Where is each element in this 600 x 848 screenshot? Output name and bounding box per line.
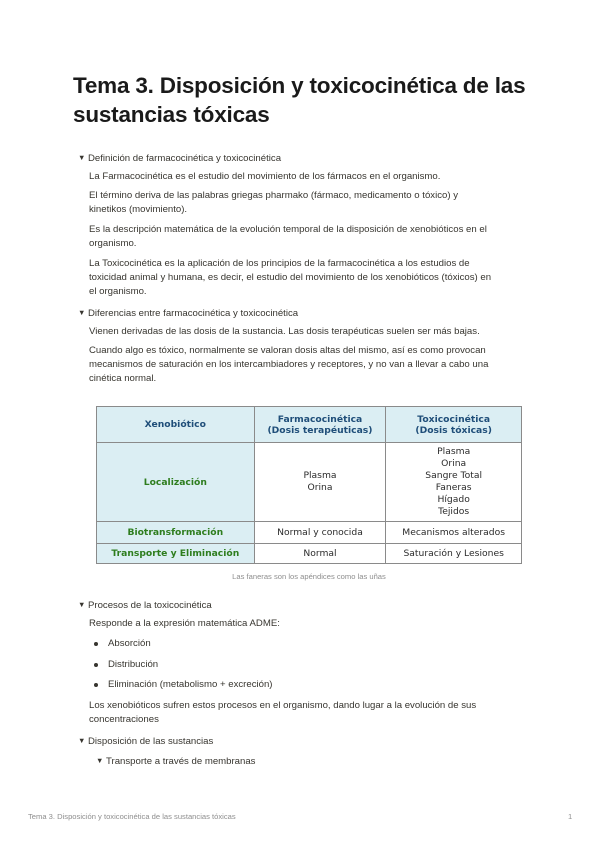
triangle-down-icon[interactable]: ▼	[78, 308, 86, 317]
header-label: Farmacocinética	[277, 413, 363, 425]
table-row	[97, 443, 522, 522]
header-sublabel: (Dosis terapéuticas)	[267, 424, 373, 436]
triangle-down-icon[interactable]: ▼	[96, 756, 104, 765]
page-number: 1	[568, 812, 573, 821]
table-cell: Normal	[254, 544, 386, 564]
cell-line: Faneras	[435, 482, 472, 493]
cell-line: Orina	[441, 458, 467, 469]
paragraph: Es la descripción matemática de la evolución temporal de la disposición de xenobióticos en el	[89, 224, 487, 235]
header-label: Xenobiótico	[144, 419, 206, 430]
list-item: Absorción	[108, 638, 151, 649]
comparison-table	[96, 406, 522, 564]
paragraph: El término deriva de las palabras griegas pharmako (fármaco, medicamento o tóxico) y	[89, 190, 458, 201]
triangle-down-icon[interactable]: ▼	[78, 600, 86, 609]
paragraph: La Farmacocinética es el estudio del movimiento de los fármacos en el organismo.	[89, 171, 441, 182]
bullet-dot-icon	[94, 663, 98, 667]
triangle-down-icon[interactable]: ▼	[78, 153, 86, 162]
footer-title: Tema 3. Disposición y toxicocinética de las sustancias tóxicas	[28, 812, 236, 821]
list-item: Distribución	[108, 659, 159, 670]
toggle-definicion[interactable]	[78, 151, 281, 165]
header-farmacocinetica	[254, 407, 386, 443]
toggle-diferencias[interactable]	[78, 306, 298, 320]
cell-line: Plasma	[437, 446, 471, 457]
paragraph: mecanismos de saturación en los intercambiadores y receptores, y no van a llevar a cabo una	[89, 359, 489, 370]
bullet-dot-icon	[94, 642, 98, 646]
paragraph: concentraciones	[89, 714, 159, 725]
paragraph: Responde a la expresión matemática ADME:	[89, 618, 280, 629]
paragraph: kinetikos (movimiento).	[89, 204, 188, 215]
cell-line: Orina	[307, 482, 333, 493]
table-row	[97, 544, 522, 564]
row-label: Biotransformación	[97, 522, 255, 544]
cell-line: Tejidos	[438, 506, 470, 517]
page-title: Tema 3. Disposición y toxicocinética de las sustancias tóxicas	[73, 73, 526, 127]
cell-line: Hígado	[437, 494, 470, 505]
table-cell: Saturación y Lesiones	[386, 544, 522, 564]
toggle-label: Definición de farmacocinética y toxicocinética	[88, 153, 282, 164]
row-label: Transporte y Eliminación	[97, 544, 255, 564]
header-xenobiotico	[97, 407, 255, 443]
bullet-dot-icon	[94, 683, 98, 687]
cell-line: Plasma	[303, 470, 337, 481]
paragraph: La Toxicocinética es la aplicación de los principios de la farmacocinética a los estudios de	[89, 258, 470, 269]
list-item: Eliminación (metabolismo + excreción)	[108, 679, 273, 690]
paragraph: toxicidad animal y humana, es decir, el estudio del movimiento de los xenobióticos (tóxicos) en	[89, 272, 492, 283]
toggle-transporte-membranas[interactable]	[96, 754, 255, 768]
table-header-row	[97, 407, 522, 443]
table-cell	[254, 443, 386, 522]
table-cell: Normal y conocida	[254, 522, 386, 544]
toggle-label: Disposición de las sustancias	[88, 736, 214, 747]
row-label: Localización	[97, 443, 255, 522]
paragraph: Cuando algo es tóxico, normalmente se valoran dosis altas del mismo, así es como provocan	[89, 345, 486, 356]
table-cell: Mecanismos alterados	[386, 522, 522, 544]
cell-line: Sangre Total	[425, 470, 483, 481]
header-toxicocinetica	[386, 407, 522, 443]
toggle-label: Diferencias entre farmacocinética y toxicocinética	[88, 308, 299, 319]
table-caption: Las faneras son los apéndices como las uñas	[232, 572, 386, 581]
toggle-disposicion[interactable]	[78, 734, 213, 748]
triangle-down-icon[interactable]: ▼	[78, 736, 86, 745]
toggle-label: Transporte a través de membranas	[106, 756, 256, 767]
paragraph: cinética normal.	[89, 373, 157, 384]
paragraph: Los xenobióticos sufren estos procesos en el organismo, dando lugar a la evolución de sus	[89, 700, 477, 711]
table-cell	[386, 443, 522, 522]
paragraph: Vienen derivadas de las dosis de la sustancia. Las dosis terapéuticas suelen ser más bajas.	[89, 326, 480, 337]
toggle-procesos[interactable]	[78, 598, 212, 612]
table-row	[97, 522, 522, 544]
paragraph: el organismo.	[89, 286, 147, 297]
paragraph: organismo.	[89, 238, 137, 249]
header-label: Toxicocinética	[417, 413, 491, 425]
header-sublabel: (Dosis tóxicas)	[415, 424, 492, 436]
toggle-label: Procesos de la toxicocinética	[88, 600, 212, 611]
